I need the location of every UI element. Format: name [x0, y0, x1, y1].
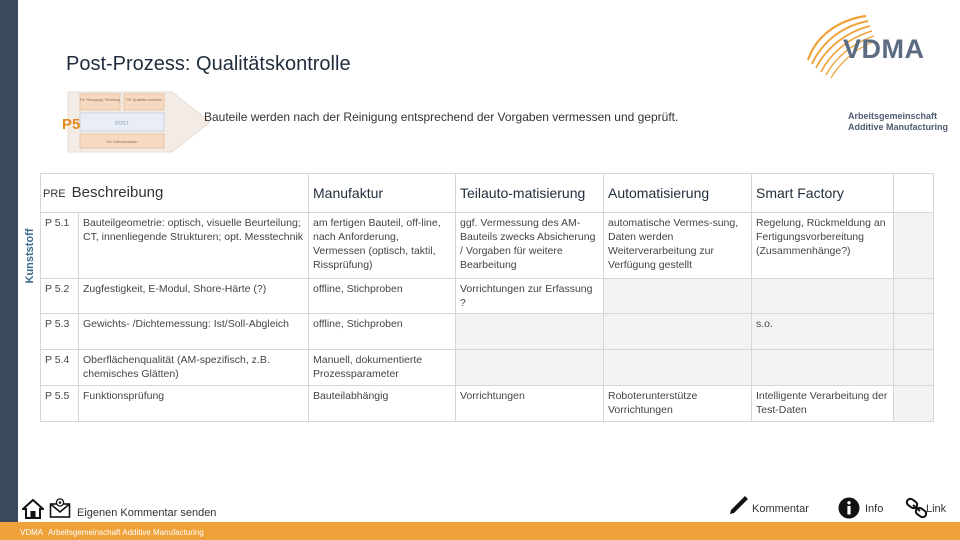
row-smart-factory: Intelligente Verarbeitung der Test-Daten: [752, 386, 894, 422]
table-row: [41, 386, 934, 422]
header-empty: [894, 174, 934, 213]
row-teilautomatisierung: Vorrichtungen zur Erfassung ?: [456, 279, 604, 314]
info-icon[interactable]: [838, 497, 860, 519]
phase-tag: P5: [62, 116, 81, 133]
row-teilautomatisierung: Vorrichtungen: [456, 386, 604, 422]
header-smart-factory: Smart Factory: [752, 174, 894, 213]
row-smart-factory: s.o.: [752, 314, 894, 350]
row-beschreibung: Oberflächenqualität (AM-spezifisch, z.B. chemisches Glätten): [79, 350, 309, 386]
page-subtitle: Bauteile werden nach der Reinigung entsprechend der Vorgaben vermessen und geprüft.: [204, 110, 679, 124]
row-smart-factory: Regelung, Rückmeldung an Fertigungsvorbereitung (Zusammenhänge?): [752, 213, 894, 279]
row-beschreibung: Gewichts- /Dichtemessung: Ist/Soll-Abgleich: [79, 314, 309, 350]
row-manufaktur: offline, Stichproben: [309, 314, 456, 350]
row-automatisierung: [604, 314, 752, 350]
table-header-row: [41, 174, 934, 213]
material-side-label: [22, 216, 38, 296]
home-icon[interactable]: [22, 498, 44, 520]
row-beschreibung: Bauteilgeometrie: optisch, visuelle Beurteilung; CT, innenliegende Strukturen; opt. Messtechnik: [79, 213, 309, 279]
row-teilautomatisierung: [456, 350, 604, 386]
row-automatisierung: [604, 350, 752, 386]
row-teilautomatisierung: [456, 314, 604, 350]
header-pre: PRE: [43, 187, 66, 200]
header-teilautomatisierung: Teilauto-matisierung: [456, 174, 604, 213]
process-diagram-thumbnail[interactable]: [60, 84, 210, 160]
row-beschreibung: Zugfestigkeit, E-Modul, Shore-Härte (?): [79, 279, 309, 314]
mail-icon[interactable]: [49, 497, 71, 519]
row-extra: [894, 314, 934, 350]
row-id: P 5.2: [41, 279, 79, 314]
header-beschreibung: Beschreibung: [71, 183, 164, 201]
row-smart-factory: [752, 279, 894, 314]
header-manufaktur: Manufaktur: [309, 174, 456, 213]
row-beschreibung: Funktionsprüfung: [79, 386, 309, 422]
row-id: P 5.5: [41, 386, 79, 422]
row-manufaktur: Manuell, dokumentierte Prozessparameter: [309, 350, 456, 386]
header-beschreibung-cell: [41, 174, 309, 213]
header-automatisierung: Automatisierung: [604, 174, 752, 213]
info-link[interactable]: Info: [865, 503, 884, 515]
comment-link[interactable]: Kommentar: [752, 503, 809, 515]
row-id: P 5.1: [41, 213, 79, 279]
link-link[interactable]: Link: [926, 503, 947, 515]
footer-ag-text: Arbeitsgemeinschaft Additive Manufacturing: [48, 528, 204, 537]
send-comment-link[interactable]: Eigenen Kommentar senden: [77, 507, 217, 519]
thumb-right-box: P6: Qualitäts-kontrolle: [126, 98, 162, 102]
process-matrix-table: [40, 173, 934, 422]
material-side-label-text: Kunststoff: [24, 228, 36, 284]
row-extra: [894, 350, 934, 386]
row-automatisierung: Roboterunterstütze Vorrichtungen: [604, 386, 752, 422]
row-manufaktur: Bauteilabhängig: [309, 386, 456, 422]
row-extra: [894, 279, 934, 314]
left-sidebar-bar: [0, 0, 18, 522]
table-row: [41, 314, 934, 350]
row-id: P 5.4: [41, 350, 79, 386]
thumb-center-box: POST: [115, 121, 129, 127]
row-id: P 5.3: [41, 314, 79, 350]
table-row: [41, 350, 934, 386]
row-extra: [894, 386, 934, 422]
row-extra: [894, 213, 934, 279]
pen-icon[interactable]: [727, 494, 749, 516]
table-row: [41, 279, 934, 314]
thumb-bottom-box: D4: Dokumentation: [106, 140, 138, 144]
vdma-logo-text: VDMA: [843, 34, 925, 64]
row-smart-factory: [752, 350, 894, 386]
row-teilautomatisierung: ggf. Vermessung des AM-Bauteils zwecks Absicherung / Vorgaben für weitere Bearbeitung: [456, 213, 604, 279]
row-automatisierung: automatische Vermes-sung, Daten werden Weiterverarbeitung zur Verfügung gestellt: [604, 213, 752, 279]
logo-subline-1: Arbeitsgemeinschaft: [848, 111, 938, 121]
table-row: [41, 213, 934, 279]
logo-subline-2: Additive Manufacturing: [848, 122, 949, 132]
page-title: Post-Prozess: Qualitätskontrolle: [66, 53, 351, 75]
row-manufaktur: offline, Stichproben: [309, 279, 456, 314]
row-manufaktur: am fertigen Bauteil, off-line, nach Anforderung, Vermessen (optisch, taktil, Rissprüfung): [309, 213, 456, 279]
thumb-left-box: P4: Reinigung / Richtung: [80, 98, 120, 102]
footer-vdma: VDMA: [20, 528, 44, 537]
row-automatisierung: [604, 279, 752, 314]
